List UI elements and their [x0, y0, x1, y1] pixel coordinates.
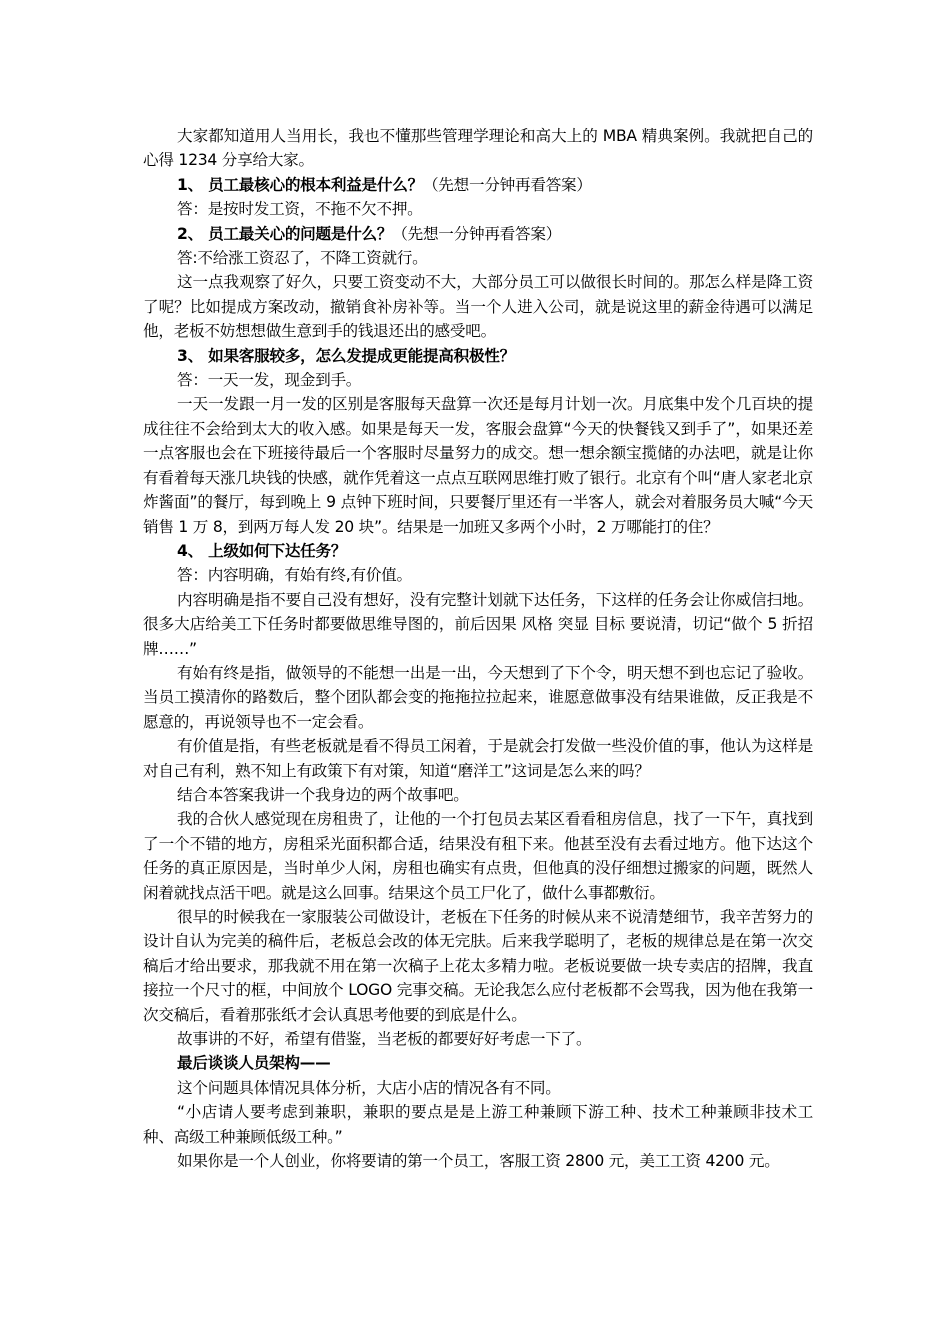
answer-3: 答：一天一发，现金到手。 — [177, 371, 362, 390]
question-3: 3、 如果客服较多，怎么发提成更能提高积极性？ — [177, 346, 515, 365]
final-heading: 最后谈谈人员架构—— — [177, 1054, 331, 1073]
question-2-text: 2、 员工最关心的问题是什么？ — [177, 224, 393, 243]
question-1-text: 1、 员工最核心的根本利益是什么？ — [177, 175, 423, 194]
answer-4-follow-through: 有始有终是指，做领导的不能想一出是一出，今天想到了下个令，明天想不到也忘记了验收。当员工摸清你的路数后，整个团队都会变的拖拖拉拉起来，谁愿意做事没有结果谁做，反正我是不愿意的，再说领导也不一定会看。 — [143, 663, 813, 731]
answer-2: 答:不给涨工资忍了，不降工资就行。 — [177, 249, 428, 268]
question-4: 4、 上级如何下达任务？ — [177, 541, 347, 560]
question-1 — [143, 173, 813, 197]
answer-1: 答：是按时发工资，不拖不欠不押。 — [177, 200, 423, 219]
question-2-note: （先想一分钟再看答案） — [392, 224, 562, 243]
article-body — [143, 124, 813, 1173]
story-2: 很早的时候我在一家服装公司做设计，老板在下任务的时候从来不说清楚细节，我辛苦努力的设计自认为完美的稿件后，老板总会改的体无完肤。后来我学聪明了，老板的规律总是在第一次交稿后才给出要求，那我就不用在第一次稿子上花太多精力啦。老板说要做一块专卖店的招牌，我直接拉一个尺寸的框，中间放个 LOGO 完事交稿。无论我怎么应付老板都不会骂我，因为他在我第一次交稿后，看着那张纸才会认真思考他要的到底是什么。 — [143, 908, 813, 1024]
answer-3-explanation: 一天一发跟一月一发的区别是客服每天盘算一次还是每月计划一次。月底集中发个几百块的提成往往不会给到太大的收入感。如果是每天一发，客服会盘算“今天的快餐钱又到手了”，如果还差一点客服也会在下班接待最后一个客服时尽量努力的成交。想一想余额宝揽储的办法吧，就是让你有看着每天涨几块钱的快感，就作凭着这一点点互联网思维打败了银行。北京有个叫“唐人家老北京炸酱面”的餐厅，每到晚上 9 点钟下班时间，只要餐厅里还有一半客人，就会对着服务员大喊“今天销售 1 万 8，到两万每人发 20 块”。结果是一加班又多两个小时，2 万哪能打的住？ — [143, 395, 813, 536]
answer-4-clarity: 内容明确是指不要自己没有想好，没有完整计划就下达任务，下这样的任务会让你威信扫地。很多大店给美工下任务时都要做思维导图的，前后因果 风格 突显 目标 要说清，切记“做个 5 折招牌……” — [143, 590, 813, 658]
story-1: 我的合伙人感觉现在房租贵了，让他的一个打包员去某区看看租房信息，找了一下午，真找到了一个不错的地方，房租采光面积都合适，结果没有租下来。他甚至没有去看过地方。他下达这个任务的真正原因是，当时单少人闲，房租也确实有点贵，但他真的没仔细想过搬家的问题，既然人闲着就找点活干吧。就是这么回事。结果这个员工尸化了，做什么事都敷衍。 — [143, 810, 813, 902]
question-1-note: （先想一分钟再看答案） — [422, 175, 592, 194]
final-paragraph-1: 这个问题具体情况具体分析，大店小店的情况各有不同。 — [177, 1078, 561, 1097]
answer-4-value: 有价值是指，有些老板就是看不得员工闲着，于是就会打发做一些没价值的事，他认为这样是对自己有利，熟不知上有政策下有对策，知道“磨洋工”这词是怎么来的吗？ — [143, 737, 813, 780]
answer-2-explanation: 这一点我观察了好久，只要工资变动不大，大部分员工可以做很长时间的。那怎么样是降工资了呢？比如提成方案改动，撤销食补房补等。当一个人进入公司，就是说这里的薪金待遇可以满足他，老板不妨想想做生意到手的钱退还出的感受吧。 — [143, 273, 813, 341]
final-paragraph-2: 如果你是一个人创业，你将要请的第一个员工，客服工资 2800 元，美工工资 4200 元。 — [177, 1152, 780, 1171]
question-2 — [143, 222, 813, 246]
intro-paragraph: 大家都知道用人当用长，我也不懂那些管理学理论和高大上的 MBA 精典案例。我就把自己的心得 1234 分享给大家。 — [143, 127, 813, 170]
answer-4: 答：内容明确，有始有终,有价值。 — [177, 566, 412, 585]
story-conclusion: 故事讲的不好，希望有借鉴，当老板的都要好好考虑一下了。 — [177, 1030, 592, 1049]
story-intro: 结合本答案我讲一个我身边的两个故事吧。 — [177, 785, 469, 804]
final-quote: “小店请人要考虑到兼职，兼职的要点是是上游工种兼顾下游工种、技术工种兼顾非技术工种、高级工种兼顾低级工种。” — [143, 1103, 813, 1146]
